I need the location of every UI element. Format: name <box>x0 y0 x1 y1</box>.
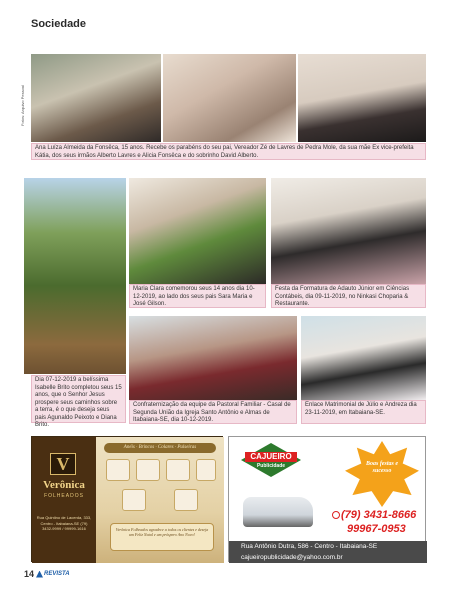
cajueiro-logo-icon <box>241 443 301 477</box>
magazine-logo-icon <box>36 571 43 578</box>
jewel-chain-icon <box>174 489 198 511</box>
ad-cajueiro-email: cajueiropublicidade@yahoo.com.br <box>241 554 343 561</box>
caption-isabelle: Dia 07-12-2019 a belíssima Isabelle Brito completou seus 15 anos, que o Senhor Jesus prospere seus caminhos sobre a terra, é o que deseja seus pais Agunaldo Peixoto e Diana Brito. <box>31 375 126 423</box>
jewel-necklace-icon <box>166 459 190 481</box>
page-number: 14 <box>24 569 35 579</box>
ad-cajueiro-phone-1: (79) 3431-8666 <box>341 509 417 521</box>
ad-veronica-brand: Verônica <box>43 479 85 491</box>
ad-veronica-banner: Anéis · Brincos · Colares · Pulseiras <box>104 443 216 453</box>
ad-cajueiro-contact-bar <box>229 541 427 563</box>
ad-veronica-address: Rua Quintino de Lacerda, 333, Centro - Itabaiana-SE (79) 3432-9999 / 99999-1616 <box>36 515 92 531</box>
photo-formatura <box>271 178 426 284</box>
phone-icon <box>332 511 340 519</box>
photo-ana-luiza-hat <box>298 54 426 142</box>
ad-veronica-message: Verônica Folheados agradece a todos os clientes e deseja um Feliz Natal e um próspero Ano Novo! <box>110 523 214 551</box>
ad-veronica-tagline: FOLHEADOS <box>44 493 84 499</box>
jewel-bracelet-icon <box>196 459 216 481</box>
ad-cajueiro-tag: Publicidade <box>256 463 286 469</box>
photo-ana-luiza-balloon <box>163 54 296 142</box>
caption-formatura: Festa da Formatura de Adauto Júnior em Ciências Contábeis, dia 09-11-2019, no Ninkasi Choparia & Restaurante. <box>271 284 426 308</box>
section-title: Sociedade <box>31 18 87 30</box>
caption-ana-luiza: Ana Luíza Almeida da Fonsêca, 15 anos. Recebe os parabéns do seu pai, Vereador Zé de Lavres de Pedra Mole, da sua mãe Ex vice-prefeita Kátia, dos seus irmãos Alberto Lavres e Alicia Fonsêca e do sobrinho David Alberto. <box>31 143 426 160</box>
magazine-name: REVISTA <box>44 571 70 577</box>
veronica-logo-icon: V <box>50 453 76 475</box>
ad-cajueiro-star-text: Boas festas e sucesso <box>366 461 398 474</box>
ad-veronica <box>31 436 223 562</box>
photo-ana-luiza-1 <box>31 54 161 142</box>
photo-enlace <box>301 316 426 400</box>
caption-pastoral: Confraternização da equipe da Pastoral Familiar - Casal de Segunda União da Igreja Santo Antônio e Almas de Itabaiana-SE, dia 10-12-2019. <box>129 400 297 424</box>
ad-cajueiro <box>228 436 426 562</box>
ad-cajueiro-address: Rua Antônio Dutra, 586 - Centro - Itabaiana-SE <box>241 543 378 550</box>
caption-maria-clara: Maria Clara comemorou seus 14 anos dia 10-12-2019, ao lado dos seus pais Sara Maria e José Gilson. <box>129 284 266 308</box>
photo-credit: Fotos: Arquivo Pessoal <box>20 85 25 126</box>
jewel-pendant-icon <box>122 489 146 511</box>
page-footer <box>24 568 70 580</box>
ad-veronica-showcase <box>96 437 224 563</box>
car-icon <box>243 497 313 527</box>
photo-pastoral <box>129 316 297 400</box>
jewel-ring-icon <box>106 459 130 481</box>
photo-maria-clara <box>129 178 266 284</box>
photo-isabelle <box>24 178 126 374</box>
caption-enlace: Enlace Matrimonial de Júlio e Andreza dia 23-11-2019, em Itabaiana-SE. <box>301 400 426 424</box>
ad-cajueiro-phone-2: 99967-0953 <box>347 523 406 535</box>
jewel-earring-icon <box>136 459 160 481</box>
ad-cajueiro-name: CAJUEIRO <box>245 452 297 462</box>
